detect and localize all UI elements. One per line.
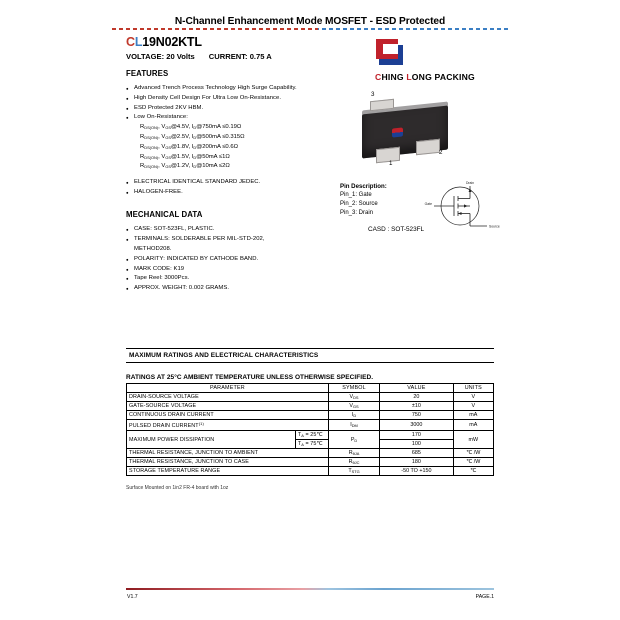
table-row: STORAGE TEMPERATURE RANGE $T_{STG}$ -50 TO +150 ℃ xyxy=(127,467,494,476)
list-item: ● POLARITY: INDICATED BY CATHODE BAND. xyxy=(126,255,331,264)
case-designation: CASD : SOT-523FL xyxy=(368,226,425,233)
svg-text:Drain: Drain xyxy=(465,181,475,185)
table-header-row xyxy=(127,384,494,393)
table-row: THERMAL RESISTANCE, JUNCTION TO AMBIENT $R_{\theta JA}$ 685 ℃ /W xyxy=(127,449,494,458)
list-item: ● High Density Cell Design For Ultra Low On-Resistance. xyxy=(126,94,331,103)
list-item: $R_{DS(ON)}$, $V_{GS}@1.5V$, $I_D@50mA \le 1\Omega$ xyxy=(140,153,230,160)
list-item: $R_{DS(ON)}$, $V_{GS}@1.8V$, $I_D@200mA \le 0.6\Omega$ xyxy=(140,143,239,150)
company-name: CHING LONG PACKING xyxy=(375,72,475,82)
package-logo-mark-icon xyxy=(392,127,403,137)
list-item: $R_{DS(ON)}$, $V_{GS}@1.2V$, $I_D@10mA \le 2\Omega$ xyxy=(140,163,230,170)
company-logo-icon xyxy=(376,39,406,65)
table-row-power-dissipation-2: $T_A$ = 75℃ 100 xyxy=(127,440,494,449)
title-divider xyxy=(112,28,508,30)
table-row: PULSED DRAIN CURRENT$^{(1)}$ $I_{DM}$ 3000 mA xyxy=(127,420,494,431)
pin-description-item: Pin_1: Gate xyxy=(340,192,372,198)
list-item: ● Low On-Resistance: xyxy=(126,113,331,122)
list-item: ● Tape Reel: 3000Pcs. xyxy=(126,274,331,283)
list-item: ● CASE: SOT-523FL, PLASTIC. xyxy=(126,225,331,234)
features-heading: FEATURES xyxy=(126,69,169,78)
svg-text:Source: Source xyxy=(489,224,500,229)
mosfet-schematic-symbol-icon xyxy=(412,178,504,240)
column-header-value: VALUE xyxy=(380,384,453,393)
pin-description-heading: Pin Description: xyxy=(340,183,387,190)
list-item: ● ESD Protected 2KV HBM. xyxy=(126,104,331,113)
mechanical-data-section xyxy=(126,210,331,292)
features-list xyxy=(126,84,331,122)
package-pin-3-label: 3 xyxy=(371,91,375,98)
table-row: GATE-SOURCE VOLTAGE $V_{GS}$ ±10 V xyxy=(127,402,494,411)
table-row: CONTINUOUS DRAIN CURRENT $I_D$ 750 mA xyxy=(127,411,494,420)
mechanical-heading: MECHANICAL DATA xyxy=(126,210,203,220)
datasheet-page xyxy=(112,0,508,620)
list-item: $R_{DS(ON)}$, $V_{GS}@2.5V$, $I_D@500mA \le 0.315\Omega$ xyxy=(140,133,245,140)
list-item: ● TERMINALS: SOLDERABLE PER MIL-STD-202, xyxy=(126,235,331,244)
package-photo xyxy=(340,88,510,178)
list-item: ● APPROX. WEIGHT: 0.002 GRAMS. xyxy=(126,284,331,293)
ratings-subtitle: RATINGS AT 25°C AMBIENT TEMPERATURE UNLESS OTHERWISE SPECIFIED. xyxy=(126,374,374,381)
table-row: DRAIN-SOURCE VOLTAGE $V_{DS}$ 20 V xyxy=(127,393,494,402)
footer-version: V1.7 xyxy=(127,594,138,600)
package-pin-1-label: 1 xyxy=(389,160,393,167)
mechanical-list xyxy=(126,225,331,292)
table-row: THERMAL RESISTANCE, JUNCTION TO CASE $R_{\theta JC}$ 180 ℃ /W xyxy=(127,458,494,467)
list-item: ● ELECTRICAL IDENTICAL STANDARD JEDEC. xyxy=(126,178,331,187)
left-column xyxy=(126,69,331,294)
part-number-l: L xyxy=(134,35,143,49)
right-column xyxy=(340,39,510,233)
page-title: N-Channel Enhancement Mode MOSFET - ESD Protected xyxy=(174,16,446,27)
part-number-rest: 19N02KTL xyxy=(142,35,202,49)
table-row-power-dissipation: MAXIMUM POWER DISSIPATION $T_A$ = 25℃ $P_D$ 170 mW xyxy=(127,431,494,440)
column-header-parameter: PARAMETER xyxy=(127,384,329,393)
ratings-section xyxy=(126,348,494,491)
ratings-section-bar: MAXIMUM RATINGS AND ELECTRICAL CHARACTERISTICS xyxy=(126,348,494,363)
list-item: METHOD208. xyxy=(134,246,172,253)
part-number-c: C xyxy=(126,35,135,49)
list-item: ● HALOGEN-FREE. xyxy=(126,188,331,197)
svg-text:Gate: Gate xyxy=(424,202,432,206)
column-header-symbol: SYMBOL xyxy=(328,384,379,393)
features-list-continued xyxy=(126,178,331,196)
on-resistance-list xyxy=(126,123,331,172)
headline-voltage: VOLTAGE: 20 Volts xyxy=(126,52,195,61)
list-item: ● MARK CODE: K19 xyxy=(126,265,331,274)
column-header-units: UNITS xyxy=(453,384,493,393)
table-footnote: Surface Mounted on 1in2 FR-4 board with 1oz xyxy=(126,485,229,491)
headline-current: CURRENT: 0.75 A xyxy=(208,52,272,61)
package-pin-2-label: 2 xyxy=(439,149,443,156)
list-item: ● Advanced Trench Process Technology High Surge Capability. xyxy=(126,84,331,93)
pin-description-item: Pin_3: Drain xyxy=(340,210,374,216)
list-item: $R_{DS(ON)}$, $V_{GS}@4.5V$, $I_D@750mA \le 0.19\Omega$ xyxy=(140,124,242,131)
ratings-table xyxy=(126,383,494,476)
footer-page-number: PAGE.1 xyxy=(475,594,494,600)
footer-divider xyxy=(126,588,494,590)
pin-description-item: Pin_2: Source xyxy=(340,201,378,207)
